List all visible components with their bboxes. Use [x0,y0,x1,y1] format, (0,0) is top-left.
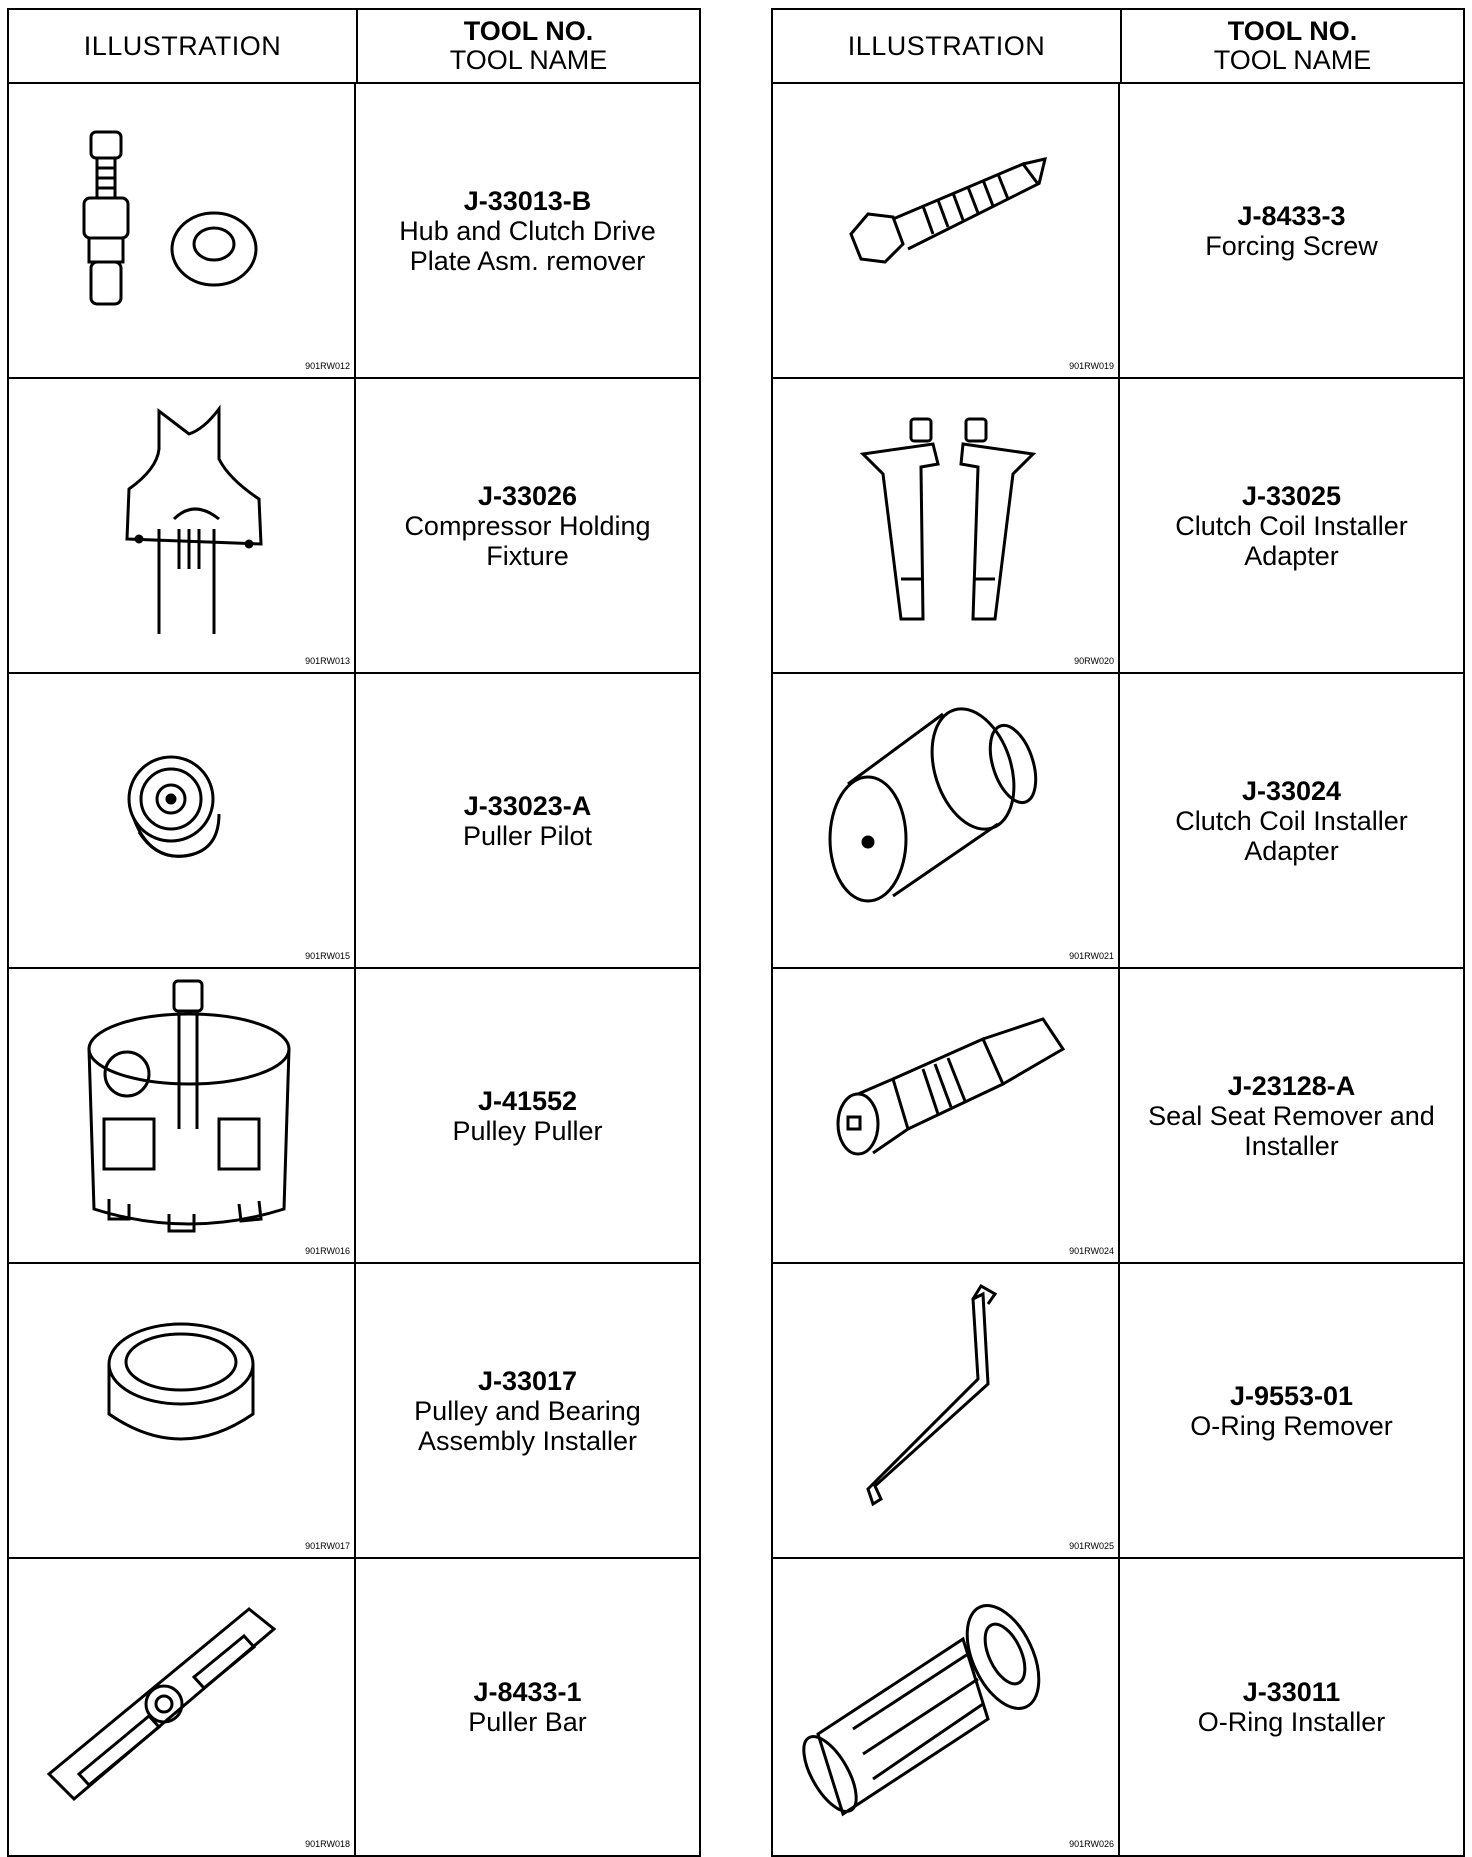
tool-name: Clutch Coil Installer Adapter [1175,805,1408,866]
tool-no-header: TOOL NO. [1227,16,1358,46]
tool-name-header: TOOL NAME [449,45,608,75]
tool-name: Puller Bar [468,1707,587,1737]
coil-adapter-cylinder-icon [773,674,1118,969]
tool-table-right [771,8,1465,1857]
tool-name: Clutch Coil Installer Adapter [1175,510,1408,571]
table-row [773,379,1463,674]
figure-code: 901RW019 [1069,361,1114,371]
table-row [9,674,699,969]
puller-pilot-icon [9,674,354,969]
tool-name: Compressor Holding Fixture [404,510,651,571]
illustration-header: ILLUSTRATION [773,10,1122,82]
figure-code: 90RW020 [1074,656,1114,666]
figure-code: 901RW024 [1069,1246,1114,1256]
holding-fixture-icon [9,379,354,674]
table-row [9,379,699,674]
figure-code: 901RW026 [1069,1839,1114,1849]
o-ring-remover-icon [773,1264,1118,1559]
coil-adapter-clamps-icon [773,379,1118,674]
tool-number: J-33026 [477,480,578,511]
o-ring-installer-icon [773,1559,1118,1855]
tool-number: J-33024 [1241,775,1342,806]
tool-name: Pulley Puller [452,1115,603,1146]
bearing-installer-icon [9,1264,354,1559]
figure-code: 901RW025 [1069,1541,1114,1551]
illustration-header: ILLUSTRATION [9,10,358,82]
table-row [773,1264,1463,1559]
forcing-screw-icon [773,84,1118,379]
pulley-puller-icon [9,969,354,1264]
puller-bar-icon [9,1559,354,1855]
table-row [773,674,1463,969]
table-header [773,10,1463,84]
tool-name-header: TOOL NAME [1213,45,1372,75]
tool-table-left [7,8,701,1857]
tool-name: O-Ring Installer [1197,1707,1386,1737]
tool-number: J-23128-A [1227,1070,1356,1101]
table-row [773,84,1463,379]
tool-name: Forcing Screw [1205,230,1378,261]
tool-name: Puller Pilot [462,820,593,851]
table-row [9,969,699,1264]
table-row [9,1264,699,1559]
figure-code: 901RW015 [305,951,350,961]
tool-number: J-33017 [477,1365,578,1396]
tool-number: J-8433-3 [1237,200,1346,231]
tool-number: J-33011 [1242,1677,1341,1707]
table-row [773,969,1463,1264]
tool-number: J-33023-A [463,790,592,821]
tool-header [358,10,699,82]
table-row [773,1559,1463,1855]
figure-code: 901RW017 [305,1541,350,1551]
table-row [9,1559,699,1855]
figure-code: 901RW012 [305,361,350,371]
tool-name: Pulley and Bearing Assembly Installer [414,1395,641,1456]
figure-code: 901RW013 [305,656,350,666]
tool-number: J-8433-1 [473,1677,582,1707]
tool-no-header: TOOL NO. [463,16,594,46]
tool-number: J-41552 [477,1085,578,1116]
tool-number: J-9553-01 [1229,1380,1354,1411]
figure-code: 901RW016 [305,1246,350,1256]
tool-name: O-Ring Remover [1190,1410,1393,1441]
tool-number: J-33025 [1241,480,1342,511]
tool-header [1122,10,1463,82]
tool-name: Hub and Clutch Drive Plate Asm. remover [399,215,656,276]
table-row [9,84,699,379]
tool-name: Seal Seat Remover and Installer [1148,1100,1435,1161]
figure-code: 901RW018 [305,1839,350,1849]
seal-seat-tool-icon [773,969,1118,1264]
tool-number: J-33013-B [463,185,592,216]
table-header [9,10,699,84]
figure-code: 901RW021 [1069,951,1114,961]
hub-clutch-remover-icon [9,84,354,379]
